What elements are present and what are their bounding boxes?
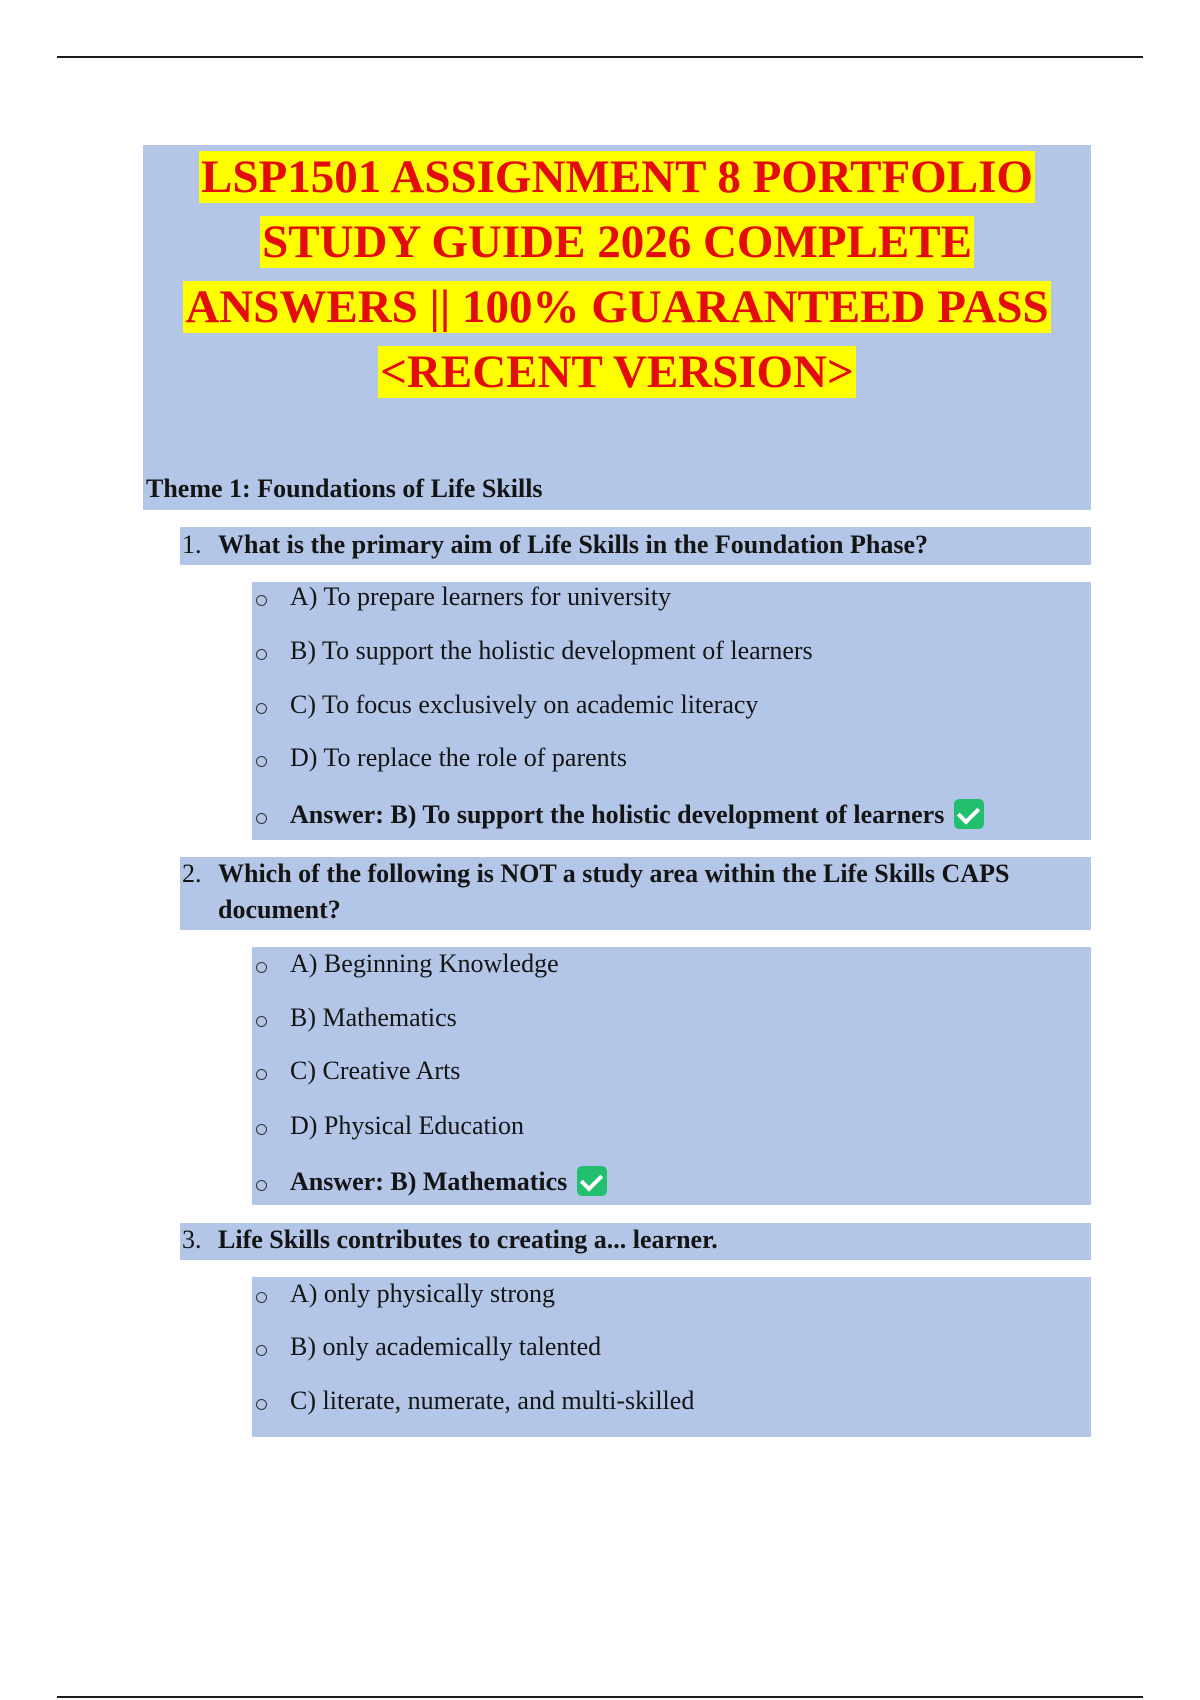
question-3-number: 3. bbox=[182, 1225, 202, 1254]
title-line-3: ANSWERS || 100% GUARANTEED PASS bbox=[185, 281, 1049, 333]
check-mark-icon bbox=[954, 799, 984, 829]
question-2-option-a: A) Beginning Knowledge bbox=[252, 946, 1091, 986]
question-2-option-d: D) Physical Education bbox=[252, 1108, 1091, 1148]
bullet-icon bbox=[256, 1292, 267, 1303]
question-2-number: 2. bbox=[182, 859, 202, 888]
bullet-icon bbox=[256, 1180, 267, 1191]
title-line-1: LSP1501 ASSIGNMENT 8 PORTFOLIO bbox=[201, 151, 1033, 203]
bullet-icon bbox=[256, 813, 267, 824]
question-1-number: 1. bbox=[182, 530, 202, 559]
bullet-icon bbox=[256, 756, 267, 767]
question-3-option-b: B) only academically talented bbox=[252, 1329, 1091, 1369]
top-rule bbox=[57, 56, 1143, 58]
bullet-icon bbox=[256, 649, 267, 660]
question-1-option-d: D) To replace the role of parents bbox=[252, 740, 1091, 780]
check-mark-icon bbox=[577, 1166, 607, 1196]
bullet-icon bbox=[256, 1069, 267, 1080]
bullet-icon bbox=[256, 1016, 267, 1027]
document-title bbox=[143, 145, 1091, 405]
theme-heading: Theme 1: Foundations of Life Skills bbox=[146, 474, 543, 503]
question-2-text: Which of the following is NOT a study area within the Life Skills CAPS document? bbox=[218, 859, 1010, 924]
question-1-answer bbox=[252, 797, 1091, 837]
question-1-option-c: C) To focus exclusively on academic literacy bbox=[252, 687, 1091, 727]
bullet-icon bbox=[256, 703, 267, 714]
question-1-text: What is the primary aim of Life Skills in the Foundation Phase? bbox=[218, 530, 928, 559]
question-1-option-a: A) To prepare learners for university bbox=[252, 579, 1091, 619]
question-2-option-c: C) Creative Arts bbox=[252, 1053, 1091, 1093]
bottom-rule bbox=[57, 1696, 1143, 1698]
question-1-option-b: B) To support the holistic development of learners bbox=[252, 633, 1091, 673]
question-3-option-c: C) literate, numerate, and multi-skilled bbox=[252, 1383, 1091, 1423]
question-1-answer-text: Answer: B) To support the holistic development of learners bbox=[290, 800, 945, 829]
title-line-4: <RECENT VERSION> bbox=[380, 346, 854, 398]
bullet-icon bbox=[256, 1345, 267, 1356]
bullet-icon bbox=[256, 1124, 267, 1135]
title-line-2: STUDY GUIDE 2026 COMPLETE bbox=[262, 216, 972, 268]
question-2-answer bbox=[252, 1164, 1091, 1204]
question-2-answer-text: Answer: B) Mathematics bbox=[290, 1167, 568, 1196]
question-2-option-b: B) Mathematics bbox=[252, 1000, 1091, 1040]
question-3-text: Life Skills contributes to creating a... learner. bbox=[218, 1225, 718, 1254]
bullet-icon bbox=[256, 595, 267, 606]
bullet-icon bbox=[256, 1399, 267, 1410]
bullet-icon bbox=[256, 962, 267, 973]
question-3-option-a: A) only physically strong bbox=[252, 1276, 1091, 1316]
